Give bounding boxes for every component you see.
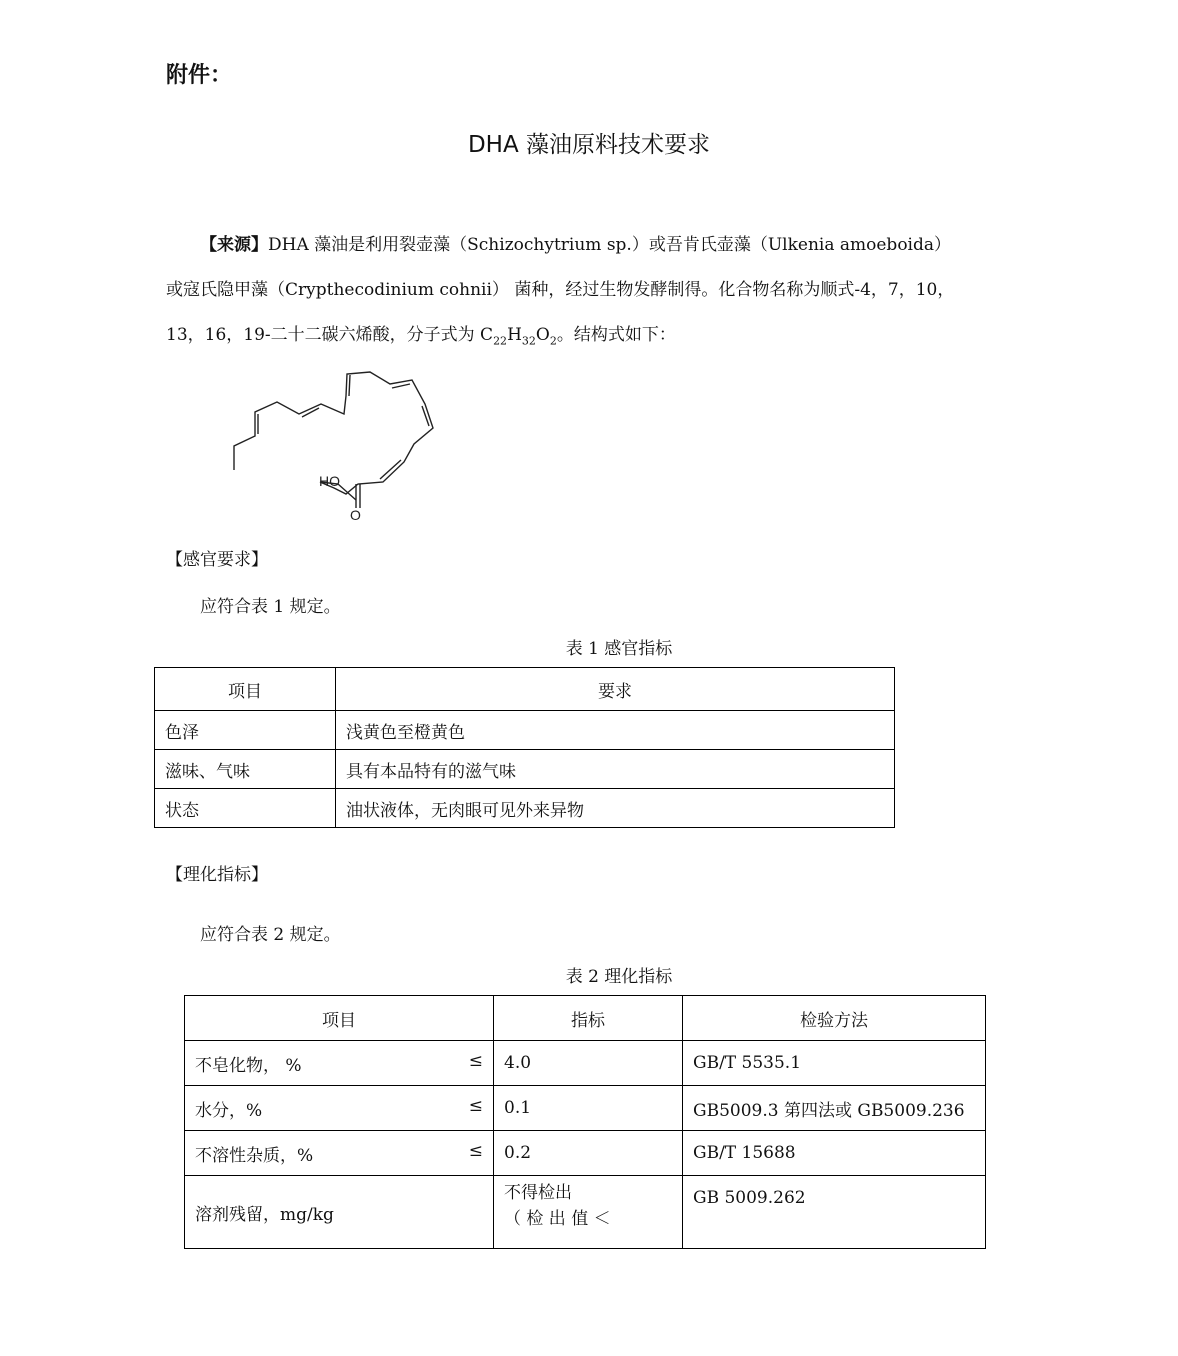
table-row bbox=[155, 711, 895, 750]
structure-label-ho: HO bbox=[319, 473, 340, 489]
physchem-note: 应符合表 2 规定。 bbox=[200, 925, 341, 945]
table-cell: 0.1 bbox=[494, 1086, 683, 1131]
table-cell: GB5009.3 第四法或 GB5009.236 bbox=[683, 1086, 986, 1131]
table-cell: GB/T 5535.1 bbox=[683, 1041, 986, 1086]
table-cell: 油状液体，无肉眼可见外来异物 bbox=[336, 789, 895, 828]
table-header-row bbox=[155, 668, 895, 711]
table-header-indicator: 指标 bbox=[494, 996, 683, 1041]
table-cell: 0.2 bbox=[494, 1131, 683, 1176]
table-row bbox=[155, 750, 895, 789]
table-cell bbox=[185, 1176, 494, 1249]
table-cell: GB/T 15688 bbox=[683, 1131, 986, 1176]
table-header-requirement: 要求 bbox=[336, 668, 895, 711]
source-paragraph-line1 bbox=[166, 230, 1050, 260]
table2-caption: 表 2 理化指标 bbox=[565, 967, 673, 987]
table-row bbox=[185, 1086, 986, 1131]
table-row bbox=[185, 1176, 986, 1249]
physchem-heading: 【理化指标】 bbox=[166, 865, 268, 885]
value-line2: （ 检 出 值 ＜ bbox=[504, 1209, 611, 1229]
table-row bbox=[185, 1131, 986, 1176]
attachment-label: 附件： bbox=[166, 63, 233, 88]
table-cell: GB 5009.262 bbox=[683, 1176, 986, 1249]
table-cell bbox=[185, 1041, 494, 1086]
sensory-heading: 【感官要求】 bbox=[166, 550, 268, 570]
formula-h-sub: 32 bbox=[521, 334, 536, 348]
table-header-row bbox=[185, 996, 986, 1041]
table-header-method: 检验方法 bbox=[683, 996, 986, 1041]
table1-caption: 表 1 感官指标 bbox=[565, 639, 673, 659]
formula-o: O bbox=[535, 325, 550, 345]
item-label: 水分，% bbox=[195, 1100, 263, 1121]
leq-sign: ≤ bbox=[468, 1140, 483, 1161]
source-text-3: 13，16，19-二十二碳六烯酸，分子式为 C bbox=[166, 325, 494, 345]
item-label: 不溶性杂质，% bbox=[195, 1145, 314, 1166]
table-header-item: 项目 bbox=[155, 668, 336, 711]
dha-structure-diagram bbox=[220, 362, 450, 522]
table-header-item: 项目 bbox=[185, 996, 494, 1041]
formula-c-sub: 22 bbox=[493, 334, 508, 348]
structure-label-o: O bbox=[350, 507, 361, 522]
source-text-3-end: 。结构式如下： bbox=[556, 325, 676, 345]
physchem-table bbox=[184, 995, 986, 1249]
leq-sign: ≤ bbox=[468, 1050, 483, 1071]
table-cell: 4.0 bbox=[494, 1041, 683, 1086]
document-title: DHA 藻油原料技术要求 bbox=[467, 132, 711, 158]
table-cell bbox=[185, 1086, 494, 1131]
formula-o-sub: 2 bbox=[549, 334, 557, 348]
table-cell bbox=[185, 1131, 494, 1176]
source-paragraph-line3 bbox=[166, 320, 1016, 356]
table-cell: 色泽 bbox=[155, 711, 336, 750]
table-row bbox=[155, 789, 895, 828]
leq-sign: ≤ bbox=[468, 1095, 483, 1116]
sensory-note: 应符合表 1 规定。 bbox=[200, 597, 341, 617]
item-label: 溶剂残留，mg/kg bbox=[195, 1204, 334, 1225]
table-cell: 滋味、气味 bbox=[155, 750, 336, 789]
table-cell: 具有本品特有的滋气味 bbox=[336, 750, 895, 789]
item-label: 不皂化物， % bbox=[195, 1055, 302, 1076]
value-line1: 不得检出 bbox=[504, 1183, 572, 1203]
formula-h: H bbox=[507, 325, 522, 345]
table-cell: 浅黄色至橙黄色 bbox=[336, 711, 895, 750]
source-text-1: DHA 藻油是利用裂壶藻（Schizochytrium sp.）或吾肯氏壶藻（Ulkenia amoeboida） bbox=[268, 235, 952, 255]
source-label: 【来源】 bbox=[200, 235, 268, 255]
table-cell bbox=[494, 1176, 683, 1249]
source-paragraph-line2: 或寇氏隐甲藻（Crypthecodinium cohnii） 菌种，经过生物发酵制得。化合物名称为顺式-4，7，10， bbox=[166, 280, 955, 300]
table-row bbox=[185, 1041, 986, 1086]
sensory-table bbox=[154, 667, 895, 828]
table-cell: 状态 bbox=[155, 789, 336, 828]
